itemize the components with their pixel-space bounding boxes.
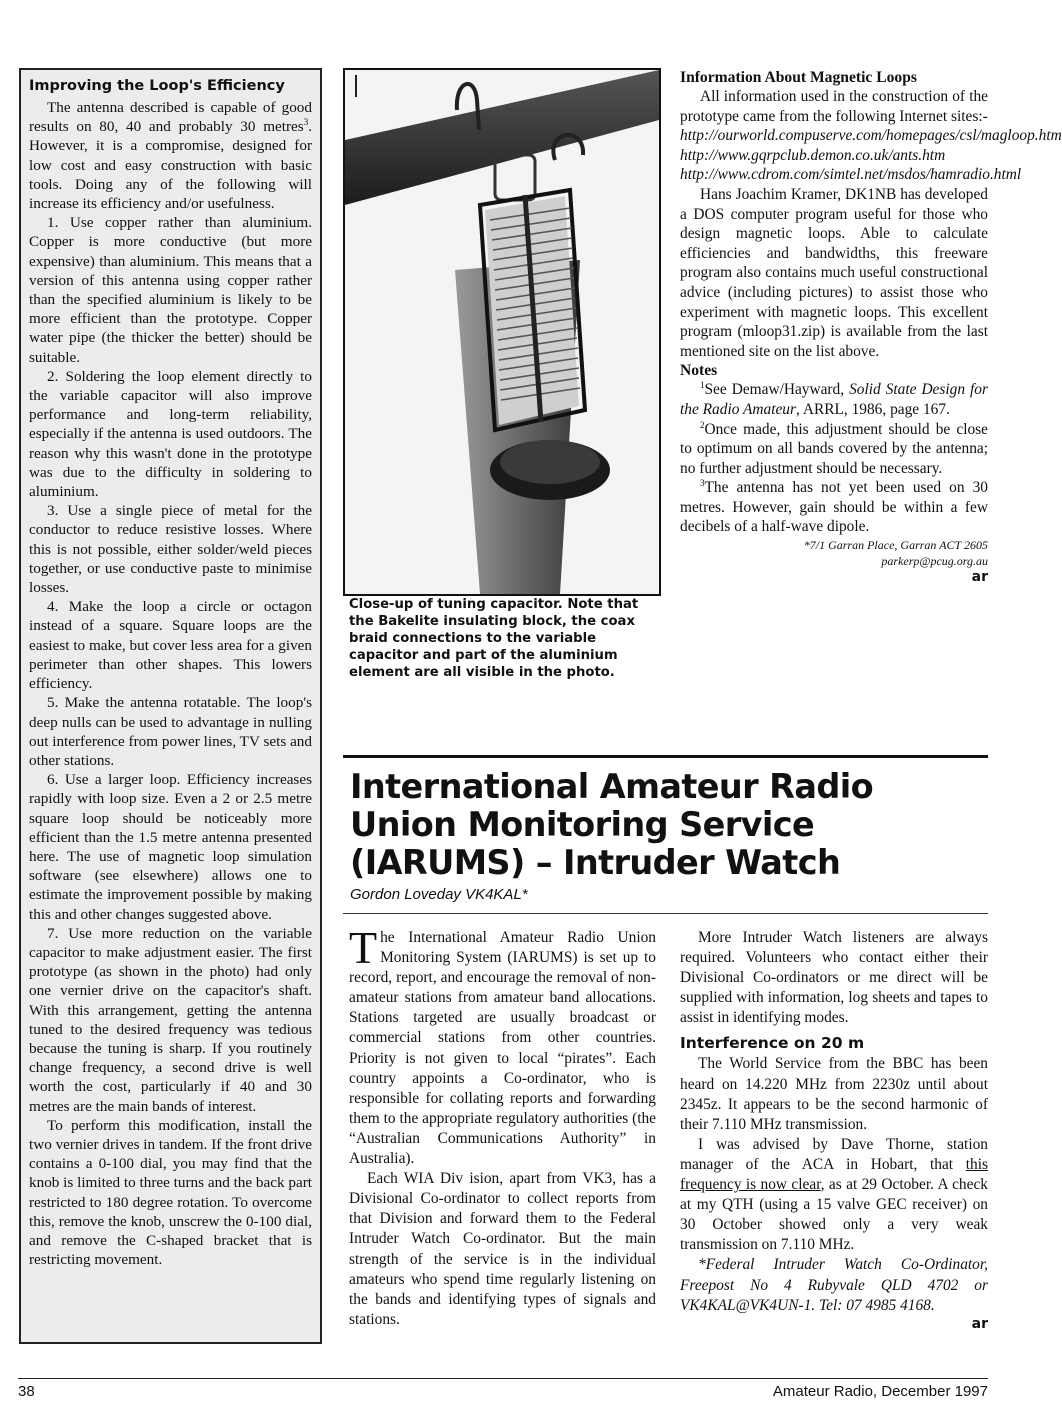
article-paragraph: More Intruder Watch listeners are always required. Volunteers who contact either their Divisional Co-ordinators or me direct will be supplied with information, log sheets and tapes to assist in identifying modes. <box>680 929 988 1027</box>
note-text: Once made, this adjustment should be close to optimum on all bands covered by the antenna; no further adjustment should be necessary. <box>680 420 988 477</box>
page-number: 38 <box>18 1383 35 1400</box>
capacitor-illustration <box>345 70 659 594</box>
notes-heading: Notes <box>680 362 718 380</box>
note-number: 3 <box>700 478 705 489</box>
note-item <box>680 380 988 419</box>
end-mark: ar <box>971 1315 988 1332</box>
note-number: 1 <box>700 380 705 391</box>
article-text: , as at 29 October. A check at my QTH (using a 15 valve GEC receiver) on 30 October showed only a very weak transmission on 7.110 MHz. <box>680 1176 988 1254</box>
tuning-capacitor-photo <box>343 68 661 596</box>
author-signature: *Federal Intruder Watch Co-Ordinator, Freepost No 4 Rubyvale QLD 4702 or VK4KAL@VK4UN-1. Tel: 07 4985 4168. <box>680 1256 988 1314</box>
sidebar-paragraph: 5. Make the antenna rotatable. The loop's deep nulls can be used to advantage in nulling out interference from power lines, TV sets and other stations. <box>29 694 312 769</box>
article-paragraph: The World Service from the BBC has been heard on 14.220 MHz from 2230z until about 2345z. It appears to be the second harmonic of their 7.110 MHz transmission. <box>680 1055 988 1133</box>
footer-rule <box>18 1378 988 1379</box>
note-number: 2 <box>700 419 705 430</box>
footnote-ref: 3 <box>303 117 309 128</box>
sidebar-paragraph: To perform this modification, install the two vernier drives in tandem. If the front drive contains a 0-100 dial, you may find that the knob is limited to three turns and the back part restricted to 180 degree rotation. To overcome this, remove the knob, unscrew the 0-100 dial, and remove the C-shaped bracket that is restricting movement. <box>29 1116 313 1269</box>
sidebar-text: The antenna described is capable of good results on 80, 40 and probably 30 metres <box>29 99 312 136</box>
photo-caption: Close-up of tuning capacitor. Note that the Bakelite insulating block, the coax braid connections to the variable capacitor and part of the aluminium element are all visible in the photo. <box>349 597 639 680</box>
note-text: , ARRL, 1986, page 167. <box>796 400 950 418</box>
sidebar-paragraph: 2. Soldering the loop element directly to the variable capacitor will also improve performance and long-term reliability, especially if the antenna is used outdoors. The reason why this wasn't done in the prototype was due to the difficulty in soldering to aluminium. <box>29 367 312 501</box>
article-headline: International Amateur Radio Union Monitoring Service (IARUMS) – Intruder Watch <box>350 767 874 882</box>
info-url: http://ourworld.compuserve.com/homepages/csl/magloop.htm <box>680 127 1062 145</box>
article-byline: Gordon Loveday VK4KAL* <box>350 886 528 903</box>
note-text: See Demaw/Hayward, <box>704 381 850 399</box>
section-rule <box>343 755 988 758</box>
sidebar-paragraph: 1. Use copper rather than aluminium. Copper is more conductive (but more expensive) than aluminium. This means that a version of this antenna using copper rather than the specified aluminium is likely to be more efficient than the prototype. Copper water pipe (the thicker the better) should be suitable. <box>29 214 312 366</box>
info-url: http://www.gqrpclub.demon.co.uk/ants.htm <box>680 146 946 164</box>
article-text: he International Amateur Radio Union Monitoring System (IARUMS) is set up to record, report, and encourage the removal of non-amateur stations from amateur band allocations. Stations targeted are usually broadcast or commercial stations from other countries. Priority is not given to local “pirates”. Each country appoints a Co-ordinator, who is responsible for collating reports and forwarding them to the appropriate regulatory authorities (the “Australian Communications Authority” in Australia). <box>349 929 656 1168</box>
article-text: I was advised by Dave Thorne, station manager of the ACA in Hobart, that <box>680 1135 988 1173</box>
info-column <box>680 68 1062 586</box>
efficiency-sidebar <box>19 68 322 1344</box>
article-column-left <box>349 922 656 1330</box>
sidebar-paragraph: 4. Make the loop a circle or octagon instead of a square. Square loops are the easiest to make, but cover less area for a given perimeter than other shapes. This lowers efficiency. <box>29 598 312 693</box>
byline-rule <box>343 913 988 914</box>
sidebar-title: Improving the Loop's Efficiency <box>29 78 285 94</box>
sidebar-text: . However, it is a compromise, designed for low cost and easy construction with basic tools. Doing any of the following will increase its efficiency and/or usefulness. <box>29 118 312 213</box>
author-email: parkerp@pcug.org.au <box>881 554 988 569</box>
publication-name: Amateur Radio, December 1997 <box>772 1383 988 1400</box>
article-paragraph <box>349 922 656 1169</box>
end-mark: ar <box>971 569 988 586</box>
note-item <box>680 478 988 537</box>
info-paragraph: Hans Joachim Kramer, DK1NB has developed a DOS computer program useful for those who design magnetic loops. Able to calculate efficiencies and bandwidths, this freeware program also contains much useful constructional advice (including pictures) to assist those who experiment with magnetic loops. This excellent program (mloop31.zip) is available from the last mentioned site on the list above. <box>680 185 988 360</box>
info-heading: Information About Magnetic Loops <box>680 69 917 86</box>
info-paragraph: All information used in the construction of the prototype came from the following Internet sites:- <box>680 88 988 125</box>
article-paragraph <box>680 1135 988 1256</box>
sidebar-paragraph: 6. Use a larger loop. Efficiency increases rapidly with loop size. Even a 2 or 2.5 metre square loop should be noticeably more efficient than the 1.5 metre antenna presented here. The use of magnetic loop simulation software (see elsewhere) allows one to estimate the improvement possible by making this and other changes suggested above. <box>29 771 312 923</box>
sidebar-paragraph: 3. Use a single piece of metal for the conductor to reduce resistive losses. Where this is not possible, either solder/weld pieces together, or use conductive paste to minimise losses. <box>29 502 312 597</box>
note-item <box>680 420 988 479</box>
article-paragraph: Each WIA Div ision, apart from VK3, has a Divisional Co-ordinator to collect reports from that Division and forward them to the Federal Intruder Watch Co-ordinator. But the main strength of the service is in the individual amateurs who spend time regularly listening on the bands and identifying types of signals and stations. <box>349 1170 656 1328</box>
sidebar-paragraph: 7. Use more reduction on the variable capacitor to make adjustment easier. The first prototype (as shown in the photo) had only one vernier drive on the capacitor's shaft. With this arrangement, getting the antenna tuned to the desired frequency was tedious because the tuning is sharp. If you routinely change frequency, a second drive is well worth the cost, particularly if 40 and 30 metres are the main bands of interest. <box>29 924 312 1115</box>
underlined-text: this frequency is now clear <box>680 1155 988 1194</box>
drop-cap: T <box>349 922 378 973</box>
author-address: *7/1 Garran Place, Garran ACT 2605 <box>803 538 988 553</box>
book-title: Solid State Design for the Radio Amateur <box>680 381 988 418</box>
article-column-right <box>680 928 988 1332</box>
note-text: The antenna has not yet been used on 30 metres. However, gain should be within a few decibels of a half-wave dipole. <box>680 479 988 536</box>
sidebar-paragraph <box>29 98 312 213</box>
info-url: http://www.cdrom.com/simtel.net/msdos/hamradio.html <box>680 166 1022 184</box>
article-subheading: Interference on 20 m <box>680 1034 865 1053</box>
